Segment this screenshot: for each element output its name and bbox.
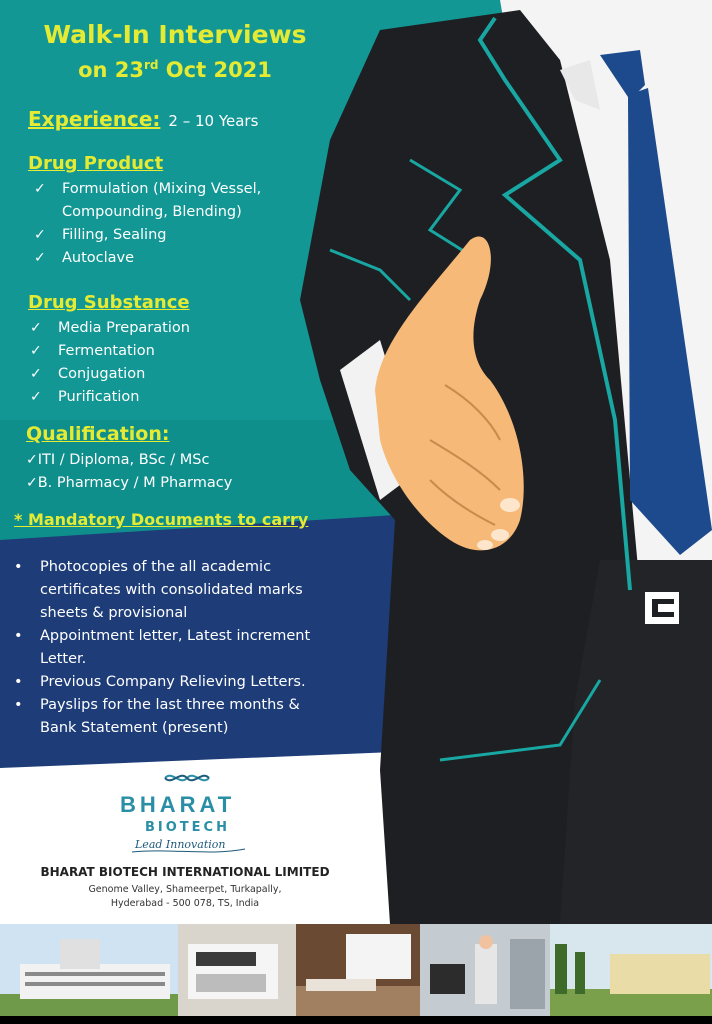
list-item: • Photocopies of the all academic certificates with consolidated marks sheets & provisional bbox=[14, 556, 334, 625]
list-item: • Appointment letter, Latest increment Letter. bbox=[14, 625, 334, 671]
list-item: ✓ Purification bbox=[30, 386, 139, 409]
drug-product-heading: Drug Product bbox=[28, 153, 164, 174]
check-icon: ✓ bbox=[34, 181, 46, 197]
bullet-icon: • bbox=[14, 628, 23, 644]
list-item: ✓ Media Preparation bbox=[30, 317, 190, 340]
lab-equipment-photo bbox=[178, 924, 296, 1016]
check-icon: ✓ bbox=[34, 250, 46, 266]
page-title: Walk-In Interviews bbox=[43, 20, 307, 49]
experience-value: 2 – 10 Years bbox=[168, 112, 259, 130]
facility-photo-strip bbox=[0, 924, 712, 1016]
company-name: BHARAT BIOTECH INTERNATIONAL LIMITED bbox=[40, 865, 330, 879]
list-item: ✓ Fermentation bbox=[30, 340, 155, 363]
laboratory-photo bbox=[420, 924, 550, 1016]
check-icon: ✓ bbox=[26, 452, 38, 468]
interview-date: on 23rd Oct 2021 bbox=[78, 58, 272, 82]
bullet-icon: • bbox=[14, 674, 23, 690]
e-logo-icon bbox=[645, 592, 679, 624]
experience-label: Experience: bbox=[28, 107, 161, 131]
mandatory-documents-heading: * Mandatory Documents to carry bbox=[14, 510, 309, 529]
documents-list bbox=[14, 556, 334, 740]
list-item: Compounding, Blending) bbox=[62, 204, 242, 220]
list-item: • Previous Company Relieving Letters. bbox=[14, 671, 334, 694]
building-photo bbox=[0, 924, 178, 1016]
bottom-bar bbox=[0, 1016, 712, 1024]
bullet-icon: • bbox=[14, 559, 23, 575]
conference-room-photo bbox=[296, 924, 420, 1016]
check-icon: ✓ bbox=[26, 475, 38, 491]
experience-line bbox=[28, 107, 258, 131]
list-item: ✓ Autoclave bbox=[34, 247, 134, 270]
check-icon: ✓ bbox=[30, 366, 42, 382]
brand-name: BHARAT bbox=[120, 792, 236, 817]
brand-subname: BIOTECH bbox=[145, 820, 230, 835]
qualification-heading: Qualification: bbox=[26, 423, 170, 445]
list-item: • Payslips for the last three months & Bank Statement (present) bbox=[14, 694, 334, 740]
company-address-line1: Genome Valley, Shameerpet, Turkapally, bbox=[88, 884, 282, 895]
check-icon: ✓ bbox=[34, 227, 46, 243]
check-icon: ✓ bbox=[30, 389, 42, 405]
list-item: ✓B. Pharmacy / M Pharmacy bbox=[26, 475, 233, 491]
list-item: ✓ Conjugation bbox=[30, 363, 145, 386]
fingernail bbox=[500, 498, 520, 512]
check-icon: ✓ bbox=[30, 320, 42, 336]
list-item: ✓ Formulation (Mixing Vessel, bbox=[34, 178, 261, 201]
fingernail bbox=[477, 540, 493, 550]
bullet-icon: • bbox=[14, 697, 23, 713]
list-item: ✓ Filling, Sealing bbox=[34, 224, 166, 247]
fingernail bbox=[491, 529, 509, 541]
campus-photo bbox=[550, 924, 712, 1016]
brand-tagline: Lead Innovation bbox=[135, 838, 226, 851]
drug-substance-heading: Drug Substance bbox=[28, 292, 190, 313]
company-address-line2: Hyderabad - 500 078, TS, India bbox=[110, 898, 260, 909]
list-item: ✓ITI / Diploma, BSc / MSc bbox=[26, 452, 210, 468]
check-icon: ✓ bbox=[30, 343, 42, 359]
